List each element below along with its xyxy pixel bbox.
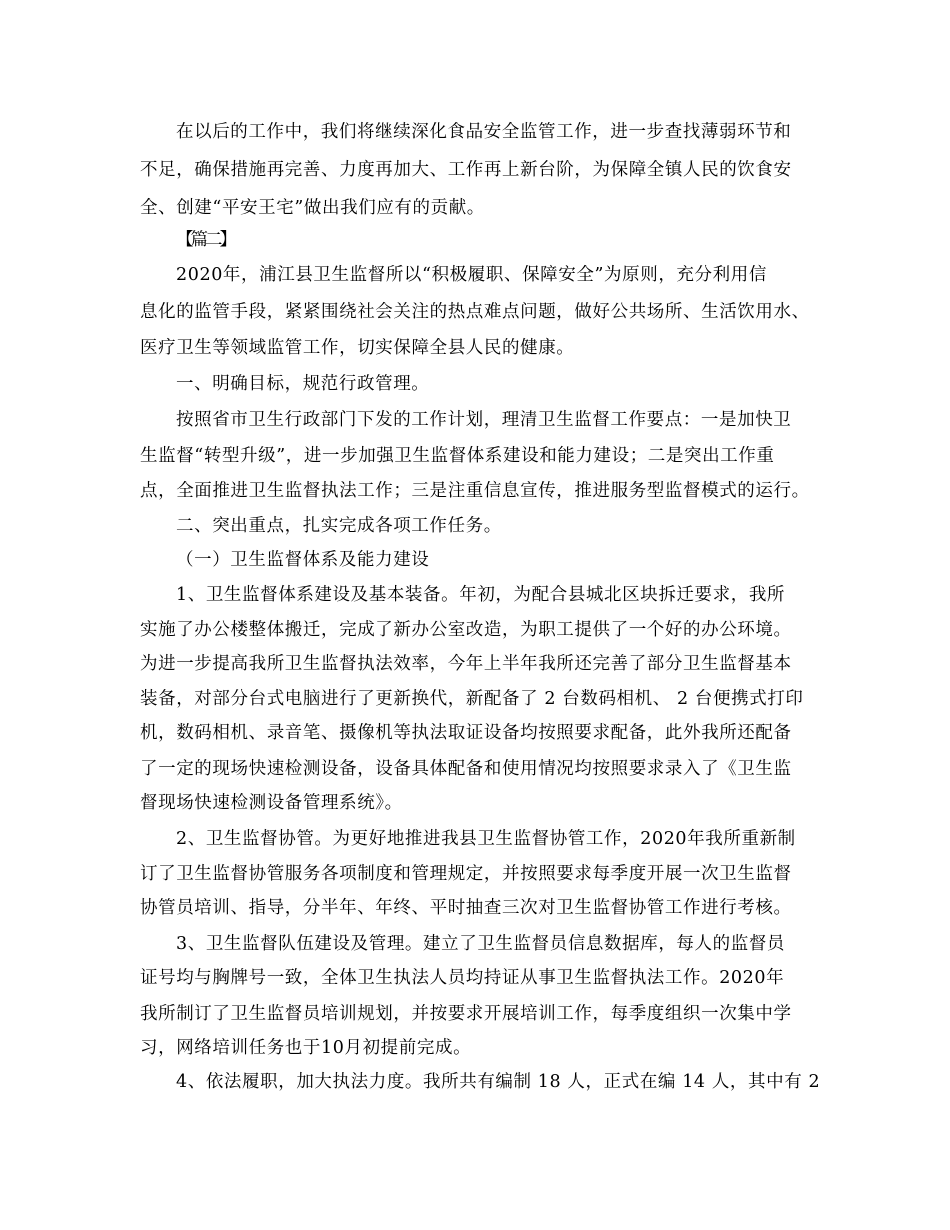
text-line: 点，全面推进卫生监督执法工作；三是注重信息宣传，推进服务型监督模式的运行。 [140, 481, 810, 501]
text-line: 督现场快速检测设备管理系统》。 [140, 793, 403, 813]
text-line: 按照省市卫生行政部门下发的工作计划，理清卫生监督工作要点：一是加快卫 [176, 410, 792, 430]
text-line: 3、卫生监督队伍建设及管理。建立了卫生监督员信息数据库，每人的监督员 [176, 934, 786, 954]
text-line: 我所制订了卫生监督员培训规划，并按要求开展培训工作，每季度组织一次集中学 [140, 1004, 792, 1024]
text-line: 为进一步提高我所卫生监督执法效率，今年上半年我所还完善了部分卫生监督基本 [140, 654, 792, 674]
text-line: 医疗卫生等领域监管工作，切实保障全县人民的健康。 [140, 338, 575, 358]
text-line: 2、卫生监督协管。为更好地推进我县卫生监督协管工作，2020年我所重新制 [176, 829, 796, 849]
text-line: 息化的监管手段，紧紧围绕社会关注的热点难点问题，做好公共场所、生活饮用水、 [140, 302, 810, 322]
text-line: 在以后的工作中，我们将继续深化食品安全监管工作，进一步查找薄弱环节和 [176, 122, 792, 142]
text-line: 生监督“转型升级”，进一步加强卫生监督体系建设和能力建设；二是突出工作重 [140, 446, 775, 466]
text-line: 2020年，浦江县卫生监督所以“积极履职、保障安全”为原则，充分利用信 [176, 265, 767, 285]
subsection-heading: （一）卫生监督体系及能力建设 [176, 550, 430, 570]
text-line: 习，网络培训任务也于10月初提前完成。 [140, 1038, 472, 1058]
section-heading: 二、突出重点，扎实完成各项工作任务。 [176, 516, 502, 536]
text-line: 4、依法履职，加大执法力度。我所共有编制 18 人，正式在编 14 人，其中有 2 [176, 1072, 821, 1092]
section-heading: 一、明确目标，规范行政管理。 [176, 374, 430, 394]
text-line: 协管员培训、指导，分半年、年终、平时抽查三次对卫生监督协管工作进行考核。 [140, 898, 792, 918]
text-line: 订了卫生监督协管服务各项制度和管理规定，并按照要求每季度开展一次卫生监督 [140, 864, 792, 884]
text-line: 机，数码相机、录音笔、摄像机等执法取证设备均按照要求配备，此外我所还配备 [140, 723, 792, 743]
text-line: 全、创建“平安王宅”做出我们应有的贡献。 [140, 198, 485, 218]
text-line: 装备，对部分台式电脑进行了更新换代，新配备了 2 台数码相机、 2 台便携式打印 [140, 689, 804, 709]
text-line: 不足，确保措施再完善、力度再加大、工作再上新台阶，为保障全镇人民的饮食安 [140, 160, 792, 180]
text-line: 证号均与胸牌号一致，全体卫生执法人员均持证从事卫生监督执法工作。2020年 [140, 968, 785, 988]
text-line: 了一定的现场快速检测设备，设备具体配备和使用情况均按照要求录入了《卫生监 [140, 759, 792, 779]
text-line: 实施了办公楼整体搬迁，完成了新办公室改造，为职工提供了一个好的办公环境。 [140, 620, 792, 640]
section-heading: 【篇二】 [176, 230, 234, 250]
text-line: 1、卫生监督体系建设及基本装备。年初，为配合县城北区块拆迁要求，我所 [176, 585, 786, 605]
